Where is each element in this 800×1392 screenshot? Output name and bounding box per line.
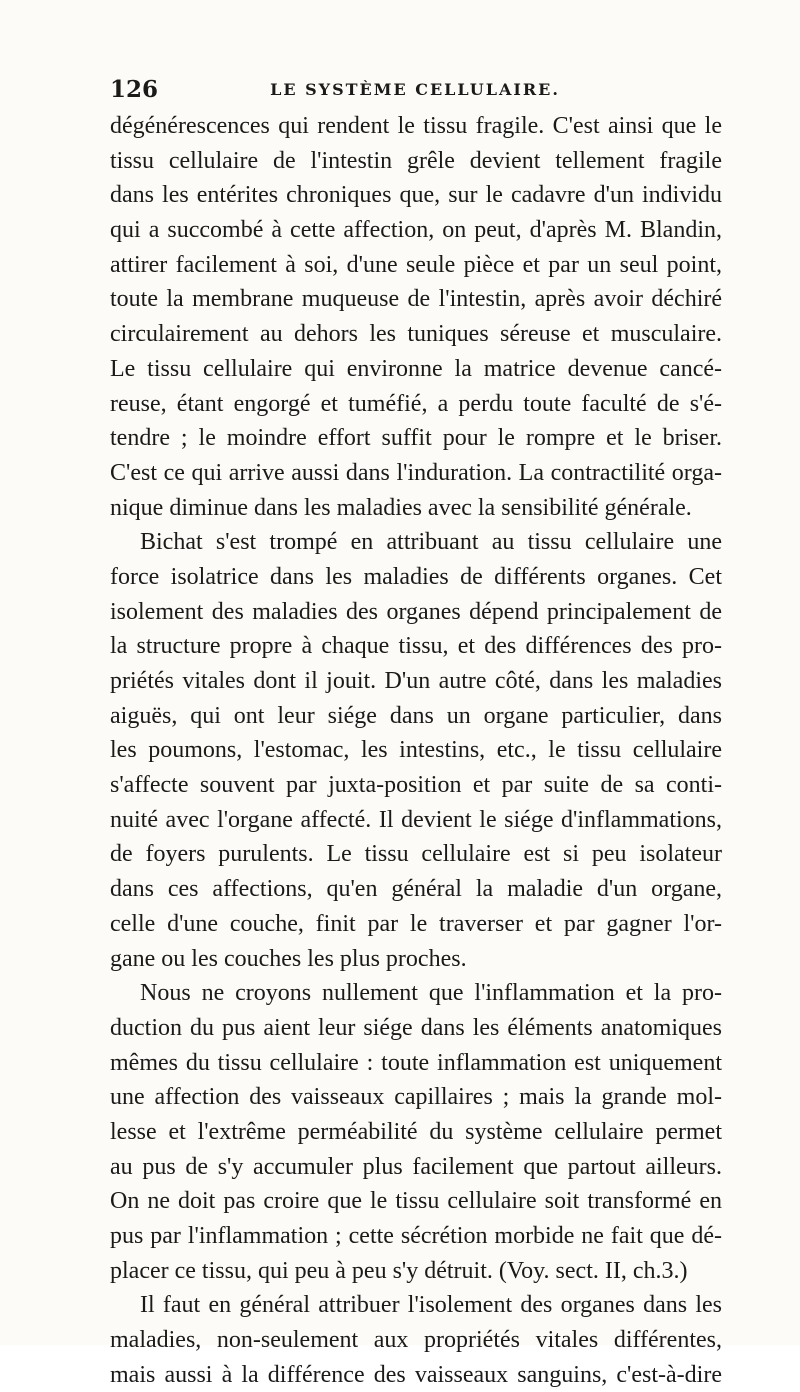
running-title: LE SYSTÈME CELLULAIRE. xyxy=(270,80,560,99)
text-line: priétés vitales dont il jouit. D'un autre côté, dans les maladies xyxy=(110,668,722,694)
text-line: Bichat s'est trompé en attribuant au tissu cellulaire une xyxy=(140,529,722,556)
text-line: circulairement au dehors les tuniques séreuse et musculaire. xyxy=(110,321,722,348)
text-line: tendre ; le moindre effort suffit pour le rompre et le briser. xyxy=(110,425,722,452)
text-line: Nous ne croyons nullement que l'inflammation et la pro- xyxy=(140,980,722,1007)
text-line: les poumons, l'estomac, les intestins, etc., le tissu cellulaire xyxy=(110,737,722,764)
text-line: dans les entérites chroniques que, sur le cadavre d'un individu xyxy=(110,182,722,209)
body-text xyxy=(110,109,722,1392)
text-line: nuité avec l'organe affecté. Il devient le siége d'inflammations, xyxy=(110,806,722,833)
text-line: au pus de s'y accumuler plus facilement que partout ailleurs. xyxy=(110,1153,722,1180)
text-line: tissu cellulaire de l'intestin grêle devient tellement fragile xyxy=(110,147,722,174)
text-line: Le tissu cellulaire qui environne la matrice devenue cancé- xyxy=(110,355,722,382)
page-number: 126 xyxy=(110,76,159,103)
text-line: force isolatrice dans les maladies de différents organes. Cet xyxy=(110,563,722,590)
text-line: de foyers purulents. Le tissu cellulaire est si peu isolateur xyxy=(110,841,722,868)
text-line: s'affecte souvent par juxta-position et par suite de sa conti- xyxy=(110,772,722,799)
text-line: maladies, non-seulement aux propriétés vitales différentes, xyxy=(110,1327,722,1354)
text-line: reuse, étant engorgé et tuméfié, a perdu toute faculté de s'é- xyxy=(110,390,722,417)
text-line: placer ce tissu, qui peu à peu s'y détruit. (Voy. sect. II, ch.3.) xyxy=(110,1257,688,1284)
text-line: toute la membrane muqueuse de l'intestin, après avoir déchiré xyxy=(110,286,722,313)
text-line: celle d'une couche, finit par le traverser et par gagner l'or- xyxy=(110,910,722,937)
page-header xyxy=(110,76,720,112)
text-line: Il faut en général attribuer l'isolement des organes dans les xyxy=(140,1292,722,1319)
text-line: pus par l'inflammation ; cette sécrétion morbide ne fait que dé- xyxy=(110,1223,722,1249)
text-line: attirer facilement à soi, d'une seule pièce et par un seul point, xyxy=(110,251,722,278)
text-line: duction du pus aient leur siége dans les éléments anatomiques xyxy=(110,1014,722,1041)
text-line: On ne doit pas croire que le tissu cellulaire soit transformé en xyxy=(110,1188,722,1215)
text-line: nique diminue dans les maladies avec la sensibilité générale. xyxy=(110,494,692,521)
text-line: gane ou les couches les plus proches. xyxy=(110,945,467,972)
text-line: dans ces affections, qu'en général la maladie d'un organe, xyxy=(110,876,722,903)
text-line: lesse et l'extrême perméabilité du système cellulaire permet xyxy=(110,1118,722,1145)
text-line: dégénérescences qui rendent le tissu fragile. C'est ainsi que le xyxy=(110,113,722,139)
text-line: une affection des vaisseaux capillaires ; mais la grande mol- xyxy=(110,1084,722,1111)
text-line: la structure propre à chaque tissu, et des différences des pro- xyxy=(110,633,722,660)
text-line: isolement des maladies des organes dépend principalement de xyxy=(110,598,722,625)
text-line: mêmes du tissu cellulaire : toute inflammation est uniquement xyxy=(110,1049,722,1076)
text-line: mais aussi à la différence des vaisseaux sanguins, c'est-à-dire xyxy=(110,1361,722,1388)
text-line: C'est ce qui arrive aussi dans l'induration. La contractilité orga- xyxy=(110,459,722,486)
text-line: qui a succombé à cette affection, on peut, d'après M. Blandin, xyxy=(110,217,722,244)
text-line: aiguës, qui ont leur siége dans un organe particulier, dans xyxy=(110,702,722,729)
